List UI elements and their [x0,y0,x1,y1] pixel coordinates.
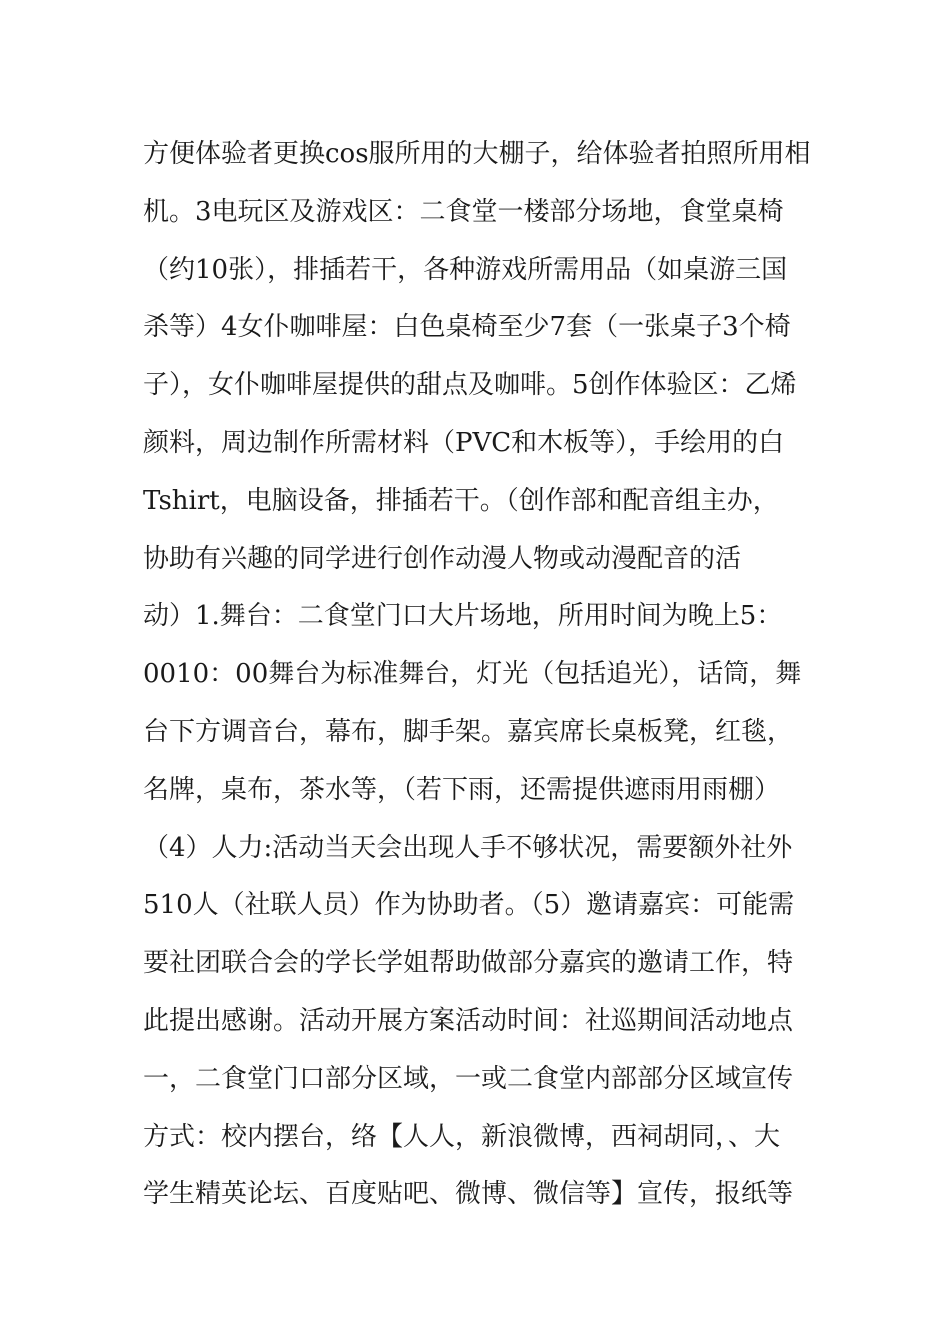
body-text [143,129,813,1227]
text-line: 动）1.舞台：二食堂门口大片场地，所用时间为晚上5： [143,601,783,632]
text-line: 子），女仆咖啡屋提供的甜点及咖啡。5创作体验区：乙烯 [143,370,797,401]
text-line: 协助有兴趣的同学进行创作动漫人物或动漫配音的活 [143,543,742,574]
text-line: 颜料，周边制作所需材料（PVC和木板等），手绘用的白 [143,427,785,458]
text-line: 方式：校内摆台，络【人人，新浪微博，西祠胡同，、大 [143,1121,781,1152]
text-line: 0010：00舞台为标准舞台，灯光（包括追光），话筒，舞 [143,659,802,690]
text-line: 名牌，桌布，茶水等，（若下雨，还需提供遮雨用雨棚） [143,774,781,805]
text-line: 方便体验者更换cos服所用的大棚子，给体验者拍照所用相 [143,139,811,169]
text-line: 机。3电玩区及游戏区：二食堂一楼部分场地，食堂桌椅 [143,196,784,227]
text-line: 台下方调音台，幕布，脚手架。嘉宾席长桌板凳，红毯， [143,716,794,747]
text-line: Tshirt，电脑设备，排插若干。（创作部和配音组主办， [143,485,779,516]
text-line: 学生精英论坛、百度贴吧、微博、微信等】宣传，报纸等 [143,1179,794,1210]
text-line: 杀等）4女仆咖啡屋：白色桌椅至少7套（一张桌子3个椅 [143,312,791,343]
text-line: 此提出感谢。活动开展方案活动时间：社巡期间活动地点 [143,1005,794,1036]
text-line: （4）人力:活动当天会出现人手不够状况，需要额外社外 [143,832,793,863]
text-line: 一，二食堂门口部分区域，一或二食堂内部部分区域宣传 [143,1063,794,1094]
text-line: （约10张），排插若干，各种游戏所需用品（如桌游三国 [143,254,788,285]
text-line: 510人（社联人员）作为协助者。（5）邀请嘉宾：可能需 [143,890,795,921]
text-line: 要社团联合会的学长学姐帮助做部分嘉宾的邀请工作，特 [143,948,794,979]
